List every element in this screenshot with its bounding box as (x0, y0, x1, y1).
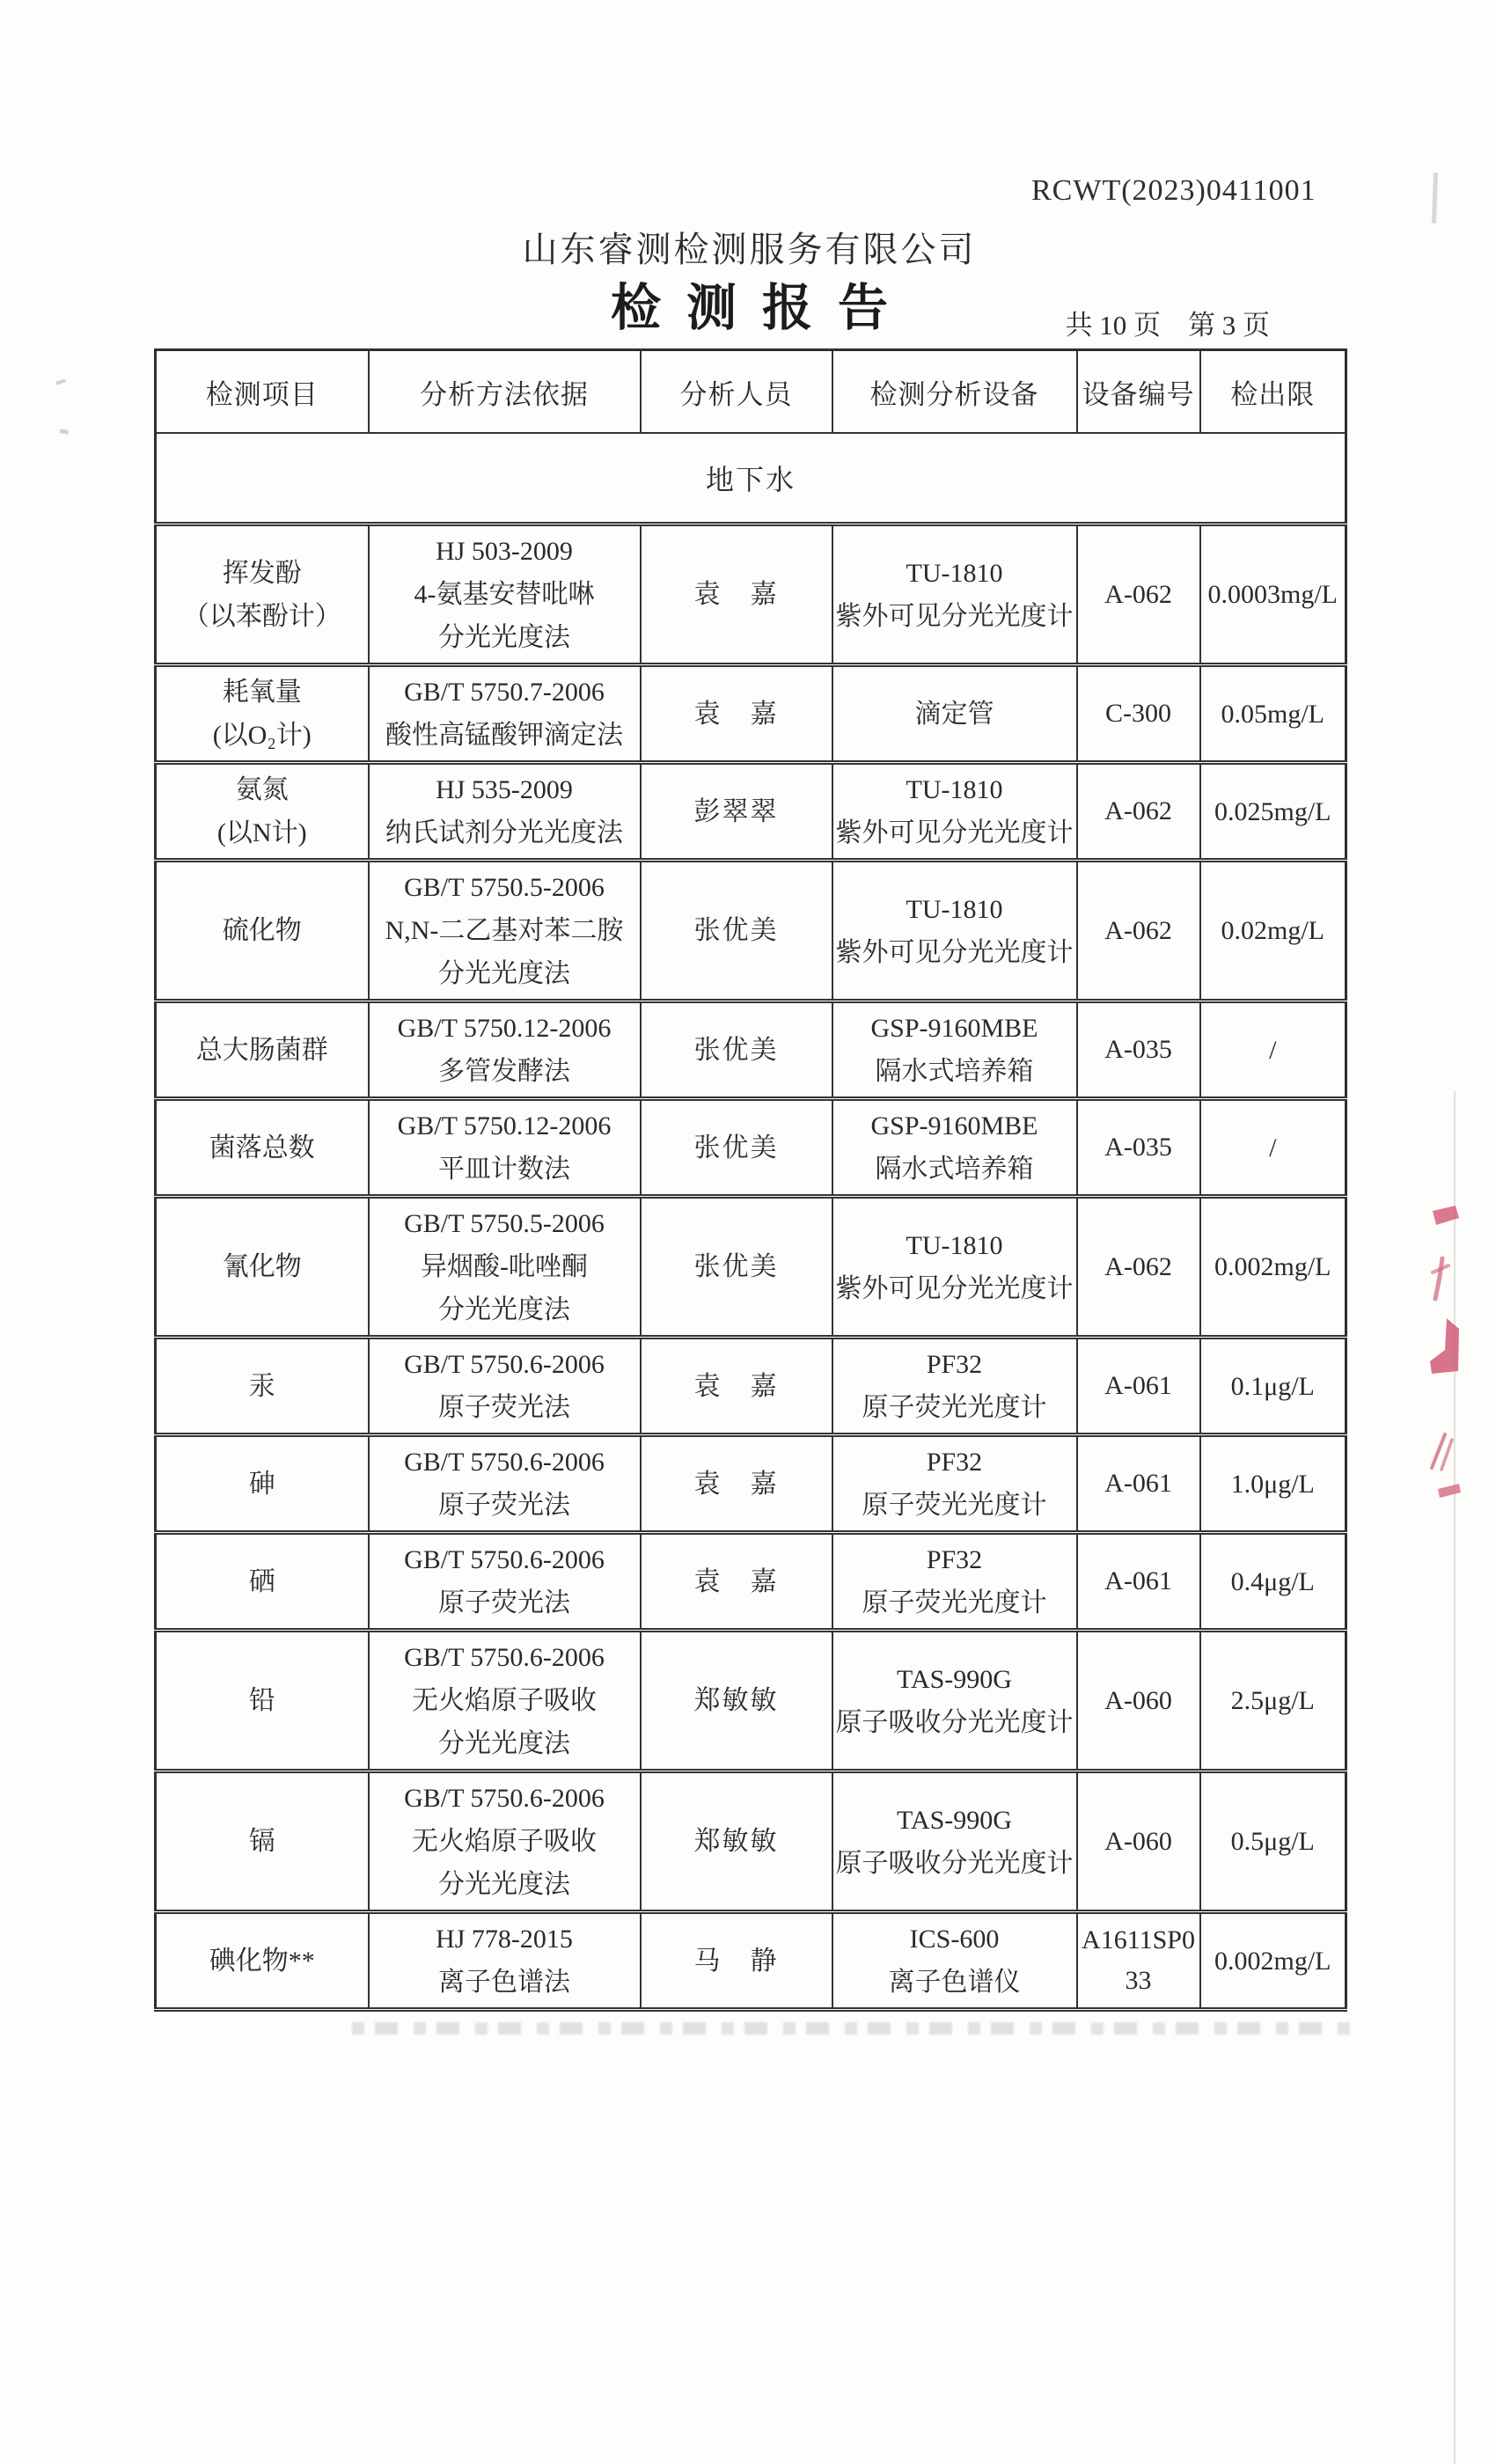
item-cell (156, 1099, 369, 1197)
limit-cell (1200, 1533, 1346, 1631)
equip-cell (832, 1435, 1077, 1533)
stamp-chevron-fragment (1430, 1318, 1459, 1374)
scan-smudge (1432, 172, 1438, 224)
equip-cell (832, 1912, 1077, 2010)
back-page-bleedthrough (352, 2022, 1360, 2035)
stamp-stroke-fragment (1433, 1206, 1459, 1225)
analyst-cell (641, 1912, 832, 2010)
equip-line: 隔水式培养箱 (875, 1155, 1034, 1184)
no-line: A-061 (1104, 1371, 1172, 1400)
item-line: （以苯酚计） (182, 601, 341, 631)
item-line: 汞 (248, 1371, 275, 1401)
no-cell (1077, 1001, 1200, 1099)
company-name: 山东睿测检测服务有限公司 (522, 230, 977, 269)
column-header: 分析方法依据 (369, 350, 641, 434)
equip-line: TAS-990G (897, 1805, 1012, 1835)
column-header: 分析人员 (641, 350, 832, 434)
page-number: 共 10 页 第 3 页 (1065, 310, 1270, 341)
equip-cell (832, 1631, 1077, 1771)
no-cell (1077, 1631, 1200, 1771)
no-line: A-060 (1104, 1826, 1172, 1856)
section-row (156, 433, 1346, 524)
analyst-line: 袁 嘉 (693, 580, 779, 609)
limit-line: 0.002mg/L (1214, 1252, 1331, 1281)
no-line: A-062 (1104, 915, 1172, 945)
method-cell (369, 1912, 641, 2010)
equip-line: PF32 (926, 1448, 983, 1477)
analyst-cell (641, 524, 832, 665)
analyst-line: 张优美 (693, 1252, 779, 1281)
item-line: 碘化物** (209, 1946, 315, 1976)
equip-cell (832, 1771, 1077, 1912)
item-cell (156, 1197, 369, 1338)
limit-line: 2.5μg/L (1230, 1686, 1315, 1715)
table-row (156, 1771, 1346, 1912)
method-line: 分光光度法 (438, 1729, 570, 1758)
equip-line: 原子荧光光度计 (862, 1588, 1047, 1617)
analyst-line: 张优美 (693, 916, 779, 945)
method-line: 分光光度法 (438, 1870, 570, 1899)
limit-line: / (1269, 1035, 1277, 1065)
report-table-body (156, 433, 1346, 2010)
equip-cell (832, 1533, 1077, 1631)
table-row (156, 1338, 1346, 1435)
method-line: N,N-二乙基对苯二胺 (385, 916, 624, 945)
limit-cell (1200, 1338, 1346, 1435)
limit-cell (1200, 1099, 1346, 1197)
item-cell (156, 1631, 369, 1771)
item-line: 硫化物 (222, 916, 302, 945)
report-number: RCWT(2023)0411001 (1031, 174, 1316, 207)
limit-line: 0.5μg/L (1230, 1827, 1315, 1856)
table-row (156, 1099, 1346, 1197)
limit-cell (1200, 763, 1346, 861)
equip-line: PF32 (926, 1350, 983, 1379)
equip-cell (832, 1338, 1077, 1435)
method-line: GB/T 5750.6-2006 (404, 1448, 605, 1477)
equip-line: TU-1810 (906, 894, 1003, 924)
limit-cell (1200, 1912, 1346, 2010)
scan-speck (55, 378, 67, 385)
limit-line: 0.4μg/L (1230, 1566, 1315, 1596)
item-cell (156, 763, 369, 861)
table-row (156, 1435, 1346, 1533)
method-line: GB/T 5750.6-2006 (404, 1350, 605, 1379)
limit-cell (1200, 1001, 1346, 1099)
item-cell (156, 665, 369, 763)
equip-cell (832, 1197, 1077, 1338)
no-cell (1077, 1338, 1200, 1435)
limit-cell (1200, 861, 1346, 1001)
analyst-line: 张优美 (693, 1133, 779, 1162)
limit-cell (1200, 665, 1346, 763)
method-line: 酸性高锰酸钾滴定法 (385, 721, 623, 750)
method-line: GB/T 5750.5-2006 (404, 1209, 605, 1238)
method-cell (369, 1099, 641, 1197)
item-line: 氰化物 (222, 1252, 302, 1281)
analyst-cell (641, 1338, 832, 1435)
equip-line: 紫外可见分光光度计 (835, 937, 1074, 967)
no-cell (1077, 861, 1200, 1001)
method-line: GB/T 5750.6-2006 (404, 1545, 605, 1574)
method-line: 平皿计数法 (438, 1155, 570, 1184)
analyst-line: 郑敏敏 (693, 1686, 779, 1715)
analyst-cell (641, 1771, 832, 1912)
table-row (156, 1001, 1346, 1099)
method-line: 分光光度法 (438, 623, 570, 652)
method-line: GB/T 5750.7-2006 (404, 678, 605, 707)
analyst-line: 张优美 (693, 1035, 779, 1065)
analyst-cell (641, 1001, 832, 1099)
method-line: 异烟酸-吡唑酮 (421, 1252, 588, 1281)
analyst-line: 袁 嘉 (693, 1566, 779, 1596)
method-cell (369, 763, 641, 861)
no-line: A-061 (1104, 1469, 1172, 1498)
no-line: A-035 (1104, 1133, 1172, 1162)
red-stamp-fragments (1408, 1170, 1496, 1593)
report-title: 检测报告 (611, 281, 913, 336)
analyst-cell (641, 1533, 832, 1631)
method-line: 分光光度法 (438, 1295, 570, 1324)
no-cell (1077, 1912, 1200, 2010)
table-row (156, 1533, 1346, 1631)
table-row (156, 1197, 1346, 1338)
analyst-line: 郑敏敏 (693, 1827, 779, 1856)
method-line: 原子荧光法 (438, 1588, 570, 1617)
no-line: A-062 (1104, 579, 1172, 609)
table-header (156, 350, 1346, 434)
item-line: 总大肠菌群 (195, 1035, 328, 1065)
method-line: 多管发酵法 (438, 1057, 570, 1086)
method-line: GB/T 5750.12-2006 (397, 1111, 612, 1140)
limit-cell (1200, 1771, 1346, 1912)
method-line: GB/T 5750.6-2006 (404, 1784, 605, 1813)
limit-cell (1200, 524, 1346, 665)
item-cell (156, 1533, 369, 1631)
column-header: 设备编号 (1077, 350, 1200, 434)
table-row (156, 1912, 1346, 2010)
equip-line: 滴定管 (914, 699, 994, 729)
item-line: 镉 (248, 1827, 275, 1856)
item-line: 氨氮 (235, 775, 289, 804)
method-line: 原子荧光法 (438, 1393, 570, 1422)
method-line: 原子荧光法 (438, 1491, 570, 1520)
limit-line: 0.0003mg/L (1207, 580, 1338, 609)
method-line: 纳氏试剂分光光度法 (385, 818, 623, 847)
item-line: (以N计) (216, 818, 307, 847)
equip-line: GSP-9160MBE (870, 1014, 1038, 1043)
limit-line: 1.0μg/L (1230, 1469, 1315, 1499)
limit-line: 0.02mg/L (1221, 916, 1324, 945)
method-line: HJ 535-2009 (436, 775, 573, 804)
no-cell (1077, 1533, 1200, 1631)
equip-line: 原子吸收分光光度计 (835, 1848, 1074, 1878)
item-cell (156, 1435, 369, 1533)
limit-line: 0.1μg/L (1230, 1371, 1315, 1401)
analyst-line: 马 静 (693, 1946, 779, 1976)
limit-line: / (1269, 1133, 1277, 1162)
method-line: GB/T 5750.6-2006 (404, 1643, 605, 1672)
limit-cell (1200, 1197, 1346, 1338)
method-cell (369, 1771, 641, 1912)
item-cell (156, 1001, 369, 1099)
method-cell (369, 665, 641, 763)
method-line: 离子色谱法 (438, 1968, 570, 1997)
method-line: 无火焰原子吸收 (412, 1686, 597, 1715)
analyst-line: 彭翠翠 (693, 796, 779, 826)
no-line: A-061 (1104, 1566, 1172, 1595)
no-line: A-062 (1104, 1251, 1172, 1281)
method-line: HJ 778-2015 (436, 1925, 573, 1954)
equip-line: 紫外可见分光光度计 (835, 818, 1074, 847)
stamp-stroke-fragment (1441, 1440, 1452, 1470)
item-line: (以O₂计) (212, 721, 312, 750)
method-cell (369, 1197, 641, 1338)
equip-cell (832, 763, 1077, 861)
table-row (156, 665, 1346, 763)
equip-line: GSP-9160MBE (870, 1111, 1038, 1140)
method-cell (369, 1533, 641, 1631)
stamp-stroke-fragment (1438, 1484, 1461, 1498)
equip-line: 离子色谱仪 (888, 1968, 1021, 1997)
equip-cell (832, 1099, 1077, 1197)
scan-speck (60, 429, 70, 435)
item-line: 铅 (248, 1686, 275, 1715)
method-cell (369, 1631, 641, 1771)
analyst-cell (641, 1197, 832, 1338)
analyst-cell (641, 763, 832, 861)
no-line: C-300 (1105, 699, 1171, 728)
item-cell (156, 524, 369, 665)
item-cell (156, 861, 369, 1001)
equip-cell (832, 665, 1077, 763)
method-line: 分光光度法 (438, 959, 570, 988)
analyst-line: 袁 嘉 (693, 1371, 779, 1401)
equip-line: 原子吸收分光光度计 (835, 1707, 1074, 1737)
method-cell (369, 1001, 641, 1099)
equip-line: PF32 (926, 1545, 983, 1574)
no-cell (1077, 665, 1200, 763)
method-cell (369, 861, 641, 1001)
equip-line: 原子荧光光度计 (862, 1393, 1047, 1422)
no-cell (1077, 1771, 1200, 1912)
no-cell (1077, 763, 1200, 861)
no-cell (1077, 1099, 1200, 1197)
method-cell (369, 1435, 641, 1533)
item-line: 硒 (248, 1566, 275, 1596)
report-table (154, 348, 1347, 2012)
equip-line: TU-1810 (906, 775, 1003, 804)
analyst-cell (641, 1631, 832, 1771)
item-cell (156, 1338, 369, 1435)
method-line: GB/T 5750.5-2006 (404, 873, 605, 902)
item-line: 砷 (248, 1469, 275, 1499)
item-line: 耗氧量 (222, 678, 302, 707)
equip-cell (832, 861, 1077, 1001)
equip-line: 原子荧光光度计 (862, 1491, 1047, 1520)
header-row (156, 350, 1346, 434)
no-line: A-060 (1104, 1685, 1172, 1715)
item-line: 菌落总数 (209, 1133, 315, 1162)
no-cell (1077, 524, 1200, 665)
equip-line: TAS-990G (897, 1664, 1012, 1694)
limit-line: 0.002mg/L (1214, 1946, 1331, 1976)
no-line: A-062 (1104, 796, 1172, 825)
equip-line: TU-1810 (906, 558, 1003, 588)
limit-line: 0.05mg/L (1221, 699, 1324, 729)
table-row (156, 861, 1346, 1001)
limit-cell (1200, 1631, 1346, 1771)
no-cell (1077, 1197, 1200, 1338)
analyst-cell (641, 1099, 832, 1197)
column-header: 检测分析设备 (832, 350, 1077, 434)
limit-cell (1200, 1435, 1346, 1533)
method-cell (369, 524, 641, 665)
equip-line: 隔水式培养箱 (875, 1057, 1034, 1086)
table-row (156, 524, 1346, 665)
column-header: 检出限 (1200, 350, 1346, 434)
equip-cell (832, 524, 1077, 665)
stamp-stroke-fragment (1435, 1258, 1442, 1299)
column-header: 检测项目 (156, 350, 369, 434)
equip-cell (832, 1001, 1077, 1099)
analyst-cell (641, 665, 832, 763)
equip-line: TU-1810 (906, 1230, 1003, 1260)
section-label: 地下水 (156, 433, 1346, 524)
no-cell (1077, 1435, 1200, 1533)
analyst-cell (641, 861, 832, 1001)
no-line: A1611SP033 (1082, 1925, 1195, 1995)
method-line: GB/T 5750.12-2006 (397, 1014, 612, 1043)
method-line: HJ 503-2009 (436, 537, 573, 566)
no-line: A-035 (1104, 1035, 1172, 1064)
item-cell (156, 1771, 369, 1912)
equip-line: 紫外可见分光光度计 (835, 601, 1074, 631)
analyst-line: 袁 嘉 (693, 699, 779, 729)
method-line: 4-氨基安替吡啉 (414, 580, 595, 609)
table-row (156, 1631, 1346, 1771)
table-row (156, 763, 1346, 861)
analyst-line: 袁 嘉 (693, 1469, 779, 1499)
analyst-cell (641, 1435, 832, 1533)
method-cell (369, 1338, 641, 1435)
equip-line: 紫外可见分光光度计 (835, 1273, 1074, 1303)
limit-line: 0.025mg/L (1214, 796, 1331, 826)
item-cell (156, 1912, 369, 2010)
item-line: 挥发酚 (222, 558, 302, 588)
equip-line: ICS-600 (909, 1925, 1000, 1954)
method-line: 无火焰原子吸收 (412, 1827, 597, 1856)
